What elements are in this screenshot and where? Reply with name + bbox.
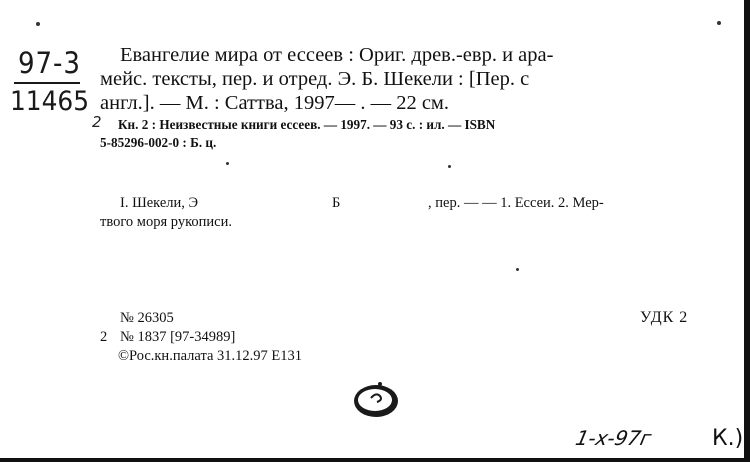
speck xyxy=(717,21,721,25)
handwritten-date: 1-х-97г xyxy=(573,426,654,450)
book-chamber-line: ©Рос.кн.палата 31.12.97 Е131 xyxy=(118,348,302,364)
speck xyxy=(448,165,451,168)
handwritten-initials: К.) xyxy=(712,426,744,451)
shelfmark-bottom: 11465 xyxy=(10,86,90,117)
entry-line-2: мейс. тексты, пер. и отред. Э. Б. Шекели : [Пер. с xyxy=(100,68,530,90)
tracing-line-2: твого моря рукописи. xyxy=(100,214,232,230)
copy-mark: 2 xyxy=(100,329,108,345)
library-stamp-icon xyxy=(352,378,402,420)
speck xyxy=(226,162,229,165)
shelfmark-divider xyxy=(14,82,80,84)
volume-line-1: Кн. 2 : Неизвестные книги ессеев. — 1997. — 93 с. : ил. — ISBN xyxy=(118,117,496,132)
tracing-person: I. Шекели, Э xyxy=(120,195,199,211)
udk-code: УДК 2 xyxy=(640,309,689,326)
volume-mark: 2 xyxy=(92,113,102,131)
registration-number: № 1837 [97-34989] xyxy=(120,329,236,345)
entry-line-1: Евангелие мира от ессеев : Ориг. древ.-евр. и ара- xyxy=(120,44,554,66)
tracing-subjects: , пер. — — 1. Ессеи. 2. Мер- xyxy=(428,195,604,211)
record-number: № 26305 xyxy=(120,310,174,326)
speck xyxy=(516,268,519,271)
speck xyxy=(36,22,40,26)
volume-line-2: 5-85296-002-0 : Б. ц. xyxy=(100,135,217,150)
card-right-edge xyxy=(744,0,750,462)
tracing-initial: Б xyxy=(332,195,341,211)
card-bottom-edge xyxy=(0,458,750,462)
shelfmark-top: 97-3 xyxy=(18,46,81,80)
entry-line-3: англ.]. — М. : Саттва, 1997— . — 22 см. xyxy=(100,92,450,114)
